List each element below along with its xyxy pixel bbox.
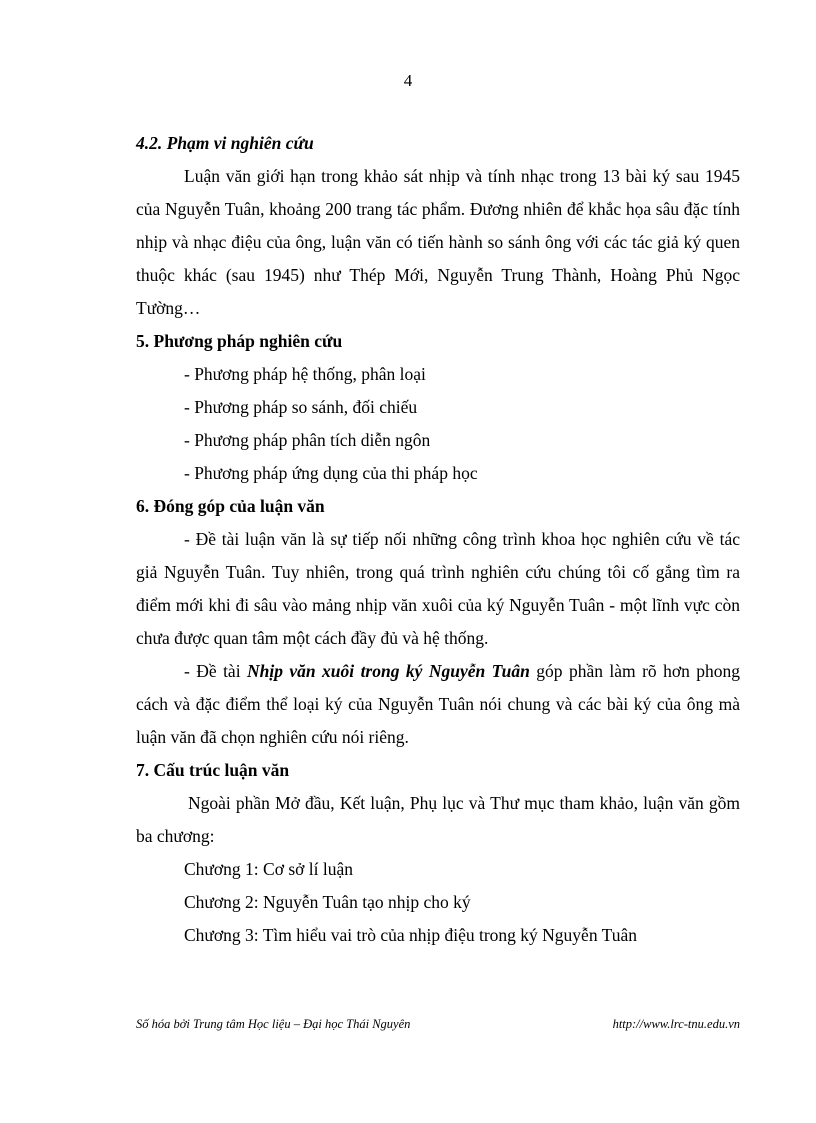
section-6-heading: 6. Đóng góp của luận văn [136, 496, 325, 516]
method-item: - Phương pháp ứng dụng của thi pháp học [184, 463, 478, 483]
section-4-2-paragraph: Luận văn giới hạn trong khảo sát nhịp và tính nhạc trong 13 bài ký sau 1945 của Nguyễn Tuân, khoảng 200 trang tác phẩm. Đương nhiên để khắc họa sâu đặc tính nhịp và nhạc điệu của ông, luận văn có tiến hành so sánh ông với các tác giả ký quen thuộc khác (sau 1945) như Thép Mới, Nguyễn Trung Thành, Hoàng Phủ Ngọc Tường… [136, 166, 740, 318]
section-5-heading: 5. Phương pháp nghiên cứu [136, 331, 343, 351]
document-body [136, 127, 740, 952]
method-item: - Phương pháp so sánh, đối chiếu [184, 397, 418, 417]
section-6-paragraph-2 [136, 655, 740, 754]
section-6-paragraph-1: - Đề tài luận văn là sự tiếp nối những công trình khoa học nghiên cứu về tác giả Nguyễn Tuân. Tuy nhiên, trong quá trình nghiên cứu chúng tôi cố gắng tìm ra điểm mới khi đi sâu vào mảng nhịp văn xuôi của ký Nguyễn Tuân - một lĩnh vực còn chưa được quan tâm một cách đầy đủ và hệ thống. [136, 529, 740, 648]
paragraph-2-rest: góp phần làm rõ hơn phong cách và đặc điểm thể loại ký của Nguyễn Tuân nói chung và các bài ký của ông mà luận văn đã chọn nghiên cứu nói riêng. [136, 661, 740, 747]
method-item: - Phương pháp phân tích diễn ngôn [184, 430, 431, 450]
chapter-item: Chương 3: Tìm hiểu vai trò của nhịp điệu trong ký Nguyễn Tuân [184, 925, 637, 945]
section-7-heading: 7. Cấu trúc luận văn [136, 760, 290, 780]
page-footer [136, 1017, 740, 1032]
footer-source: Số hóa bởi Trung tâm Học liệu – Đại học Thái Nguyên [136, 1017, 411, 1031]
section-7-paragraph: Ngoài phần Mở đầu, Kết luận, Phụ lục và Thư mục tham khảo, luận văn gồm ba chương: [136, 793, 740, 846]
page-number: 4 [403, 71, 413, 90]
footer-url: http://www.lrc-tnu.edu.vn [612, 1017, 740, 1031]
thesis-title: Nhịp văn xuôi trong ký Nguyễn Tuân [246, 661, 530, 681]
chapter-item: Chương 2: Nguyễn Tuân tạo nhịp cho ký [184, 892, 471, 912]
section-4-2-heading: 4.2. Phạm vi nghiên cứu [136, 133, 314, 153]
chapter-item: Chương 1: Cơ sở lí luận [184, 859, 353, 879]
method-item: - Phương pháp hệ thống, phân loại [184, 364, 426, 384]
paragraph-2-prefix: - Đề tài [184, 661, 247, 681]
